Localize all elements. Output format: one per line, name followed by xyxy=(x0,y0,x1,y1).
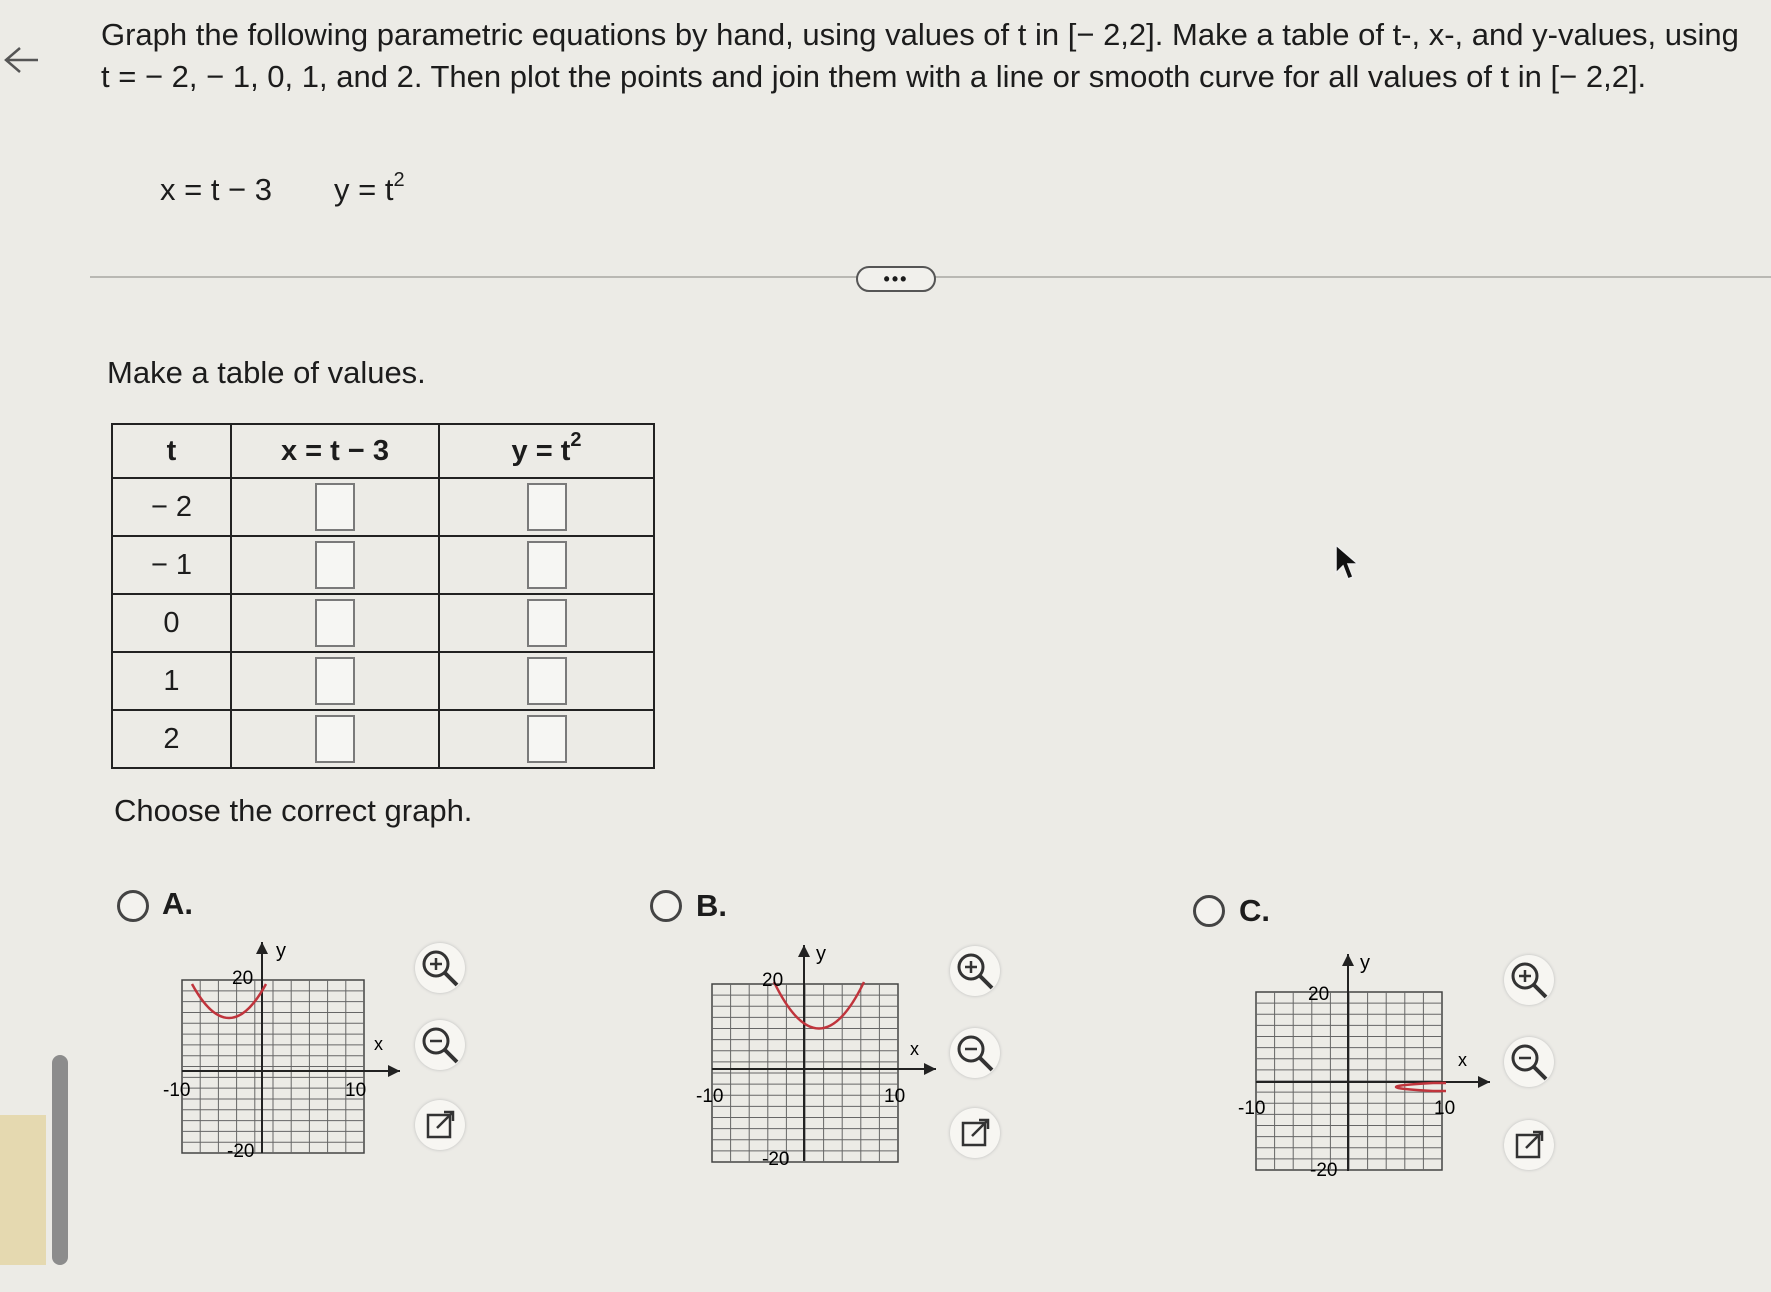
header-t: t xyxy=(112,424,231,478)
table-row xyxy=(112,652,654,710)
x-answer-input[interactable] xyxy=(315,541,355,589)
option-a-label[interactable]: A. xyxy=(162,886,193,921)
t-value: − 2 xyxy=(112,478,231,536)
x-axis-label: x xyxy=(1458,1050,1467,1070)
option-c-label[interactable]: C. xyxy=(1239,893,1270,928)
zoom-out-button[interactable] xyxy=(415,1020,465,1070)
zoom-in-button[interactable] xyxy=(1504,955,1554,1005)
tick-label: 10 xyxy=(345,1080,367,1101)
tick-label: 20 xyxy=(232,968,254,989)
scrollbar[interactable] xyxy=(52,1055,68,1265)
table-row xyxy=(112,536,654,594)
table-row xyxy=(112,710,654,768)
tick-label: 20 xyxy=(762,970,784,991)
tick-label: -20 xyxy=(1310,1160,1338,1180)
choose-graph-text: Choose the correct graph. xyxy=(114,793,473,828)
equations xyxy=(160,169,467,208)
x-equation: x = t − 3 xyxy=(160,172,273,207)
mouse-cursor-icon xyxy=(1334,543,1360,583)
more-button[interactable]: ••• xyxy=(856,266,936,292)
zoom-out-button[interactable] xyxy=(950,1028,1000,1078)
open-new-window-button[interactable] xyxy=(950,1108,1000,1158)
x-answer-input[interactable] xyxy=(315,715,355,763)
x-axis-arrow-icon xyxy=(1478,1076,1490,1088)
y-answer-input[interactable] xyxy=(527,541,567,589)
open-new-window-button[interactable] xyxy=(415,1100,465,1150)
y-answer-input[interactable] xyxy=(527,483,567,531)
back-arrow-icon[interactable] xyxy=(0,40,40,80)
table-row xyxy=(112,594,654,652)
header-x: x = t − 3 xyxy=(231,424,439,478)
option-b-graph xyxy=(692,942,942,1170)
y-axis-arrow-icon xyxy=(1342,954,1354,966)
open-new-window-button[interactable] xyxy=(1504,1120,1554,1170)
x-answer-input[interactable] xyxy=(315,599,355,647)
tick-label: -10 xyxy=(1238,1098,1266,1119)
values-table xyxy=(111,423,655,769)
graph-curve xyxy=(1396,1083,1433,1091)
t-value: 1 xyxy=(112,652,231,710)
y-answer-input[interactable] xyxy=(527,715,567,763)
y-answer-input[interactable] xyxy=(527,599,567,647)
y-answer-input[interactable] xyxy=(527,657,567,705)
x-axis-label: x xyxy=(910,1039,919,1059)
x-axis-arrow-icon xyxy=(388,1065,400,1077)
option-a-radio[interactable] xyxy=(117,890,149,922)
t-value: − 1 xyxy=(112,536,231,594)
graph-curve xyxy=(1433,1083,1446,1091)
option-c-graph xyxy=(1234,950,1494,1180)
table-header-row xyxy=(112,424,654,478)
question-text: Graph the following parametric equations by hand, using values of t in [− 2,2]. Make a table of t-, x-, and y-values, using t = − 2, − 1, 0, 1, and 2. Then plot the points and join them with a line or smooth curve for all values of t in [− 2,2]. xyxy=(101,17,1739,94)
x-axis-label: x xyxy=(374,1034,383,1054)
t-value: 2 xyxy=(112,710,231,768)
zoom-out-button[interactable] xyxy=(1504,1037,1554,1087)
x-axis-arrow-icon xyxy=(924,1063,936,1075)
tick-label: 10 xyxy=(884,1086,906,1107)
table-row xyxy=(112,478,654,536)
graph-grid xyxy=(182,980,367,1153)
t-value: 0 xyxy=(112,594,231,652)
tick-label: -20 xyxy=(762,1149,790,1170)
table-instruction: Make a table of values. xyxy=(107,355,426,390)
y-axis-arrow-icon xyxy=(256,942,268,954)
tick-label: -10 xyxy=(696,1086,724,1107)
tick-label: -20 xyxy=(227,1141,255,1160)
y-axis-label: y xyxy=(816,943,826,965)
x-answer-input[interactable] xyxy=(315,657,355,705)
tick-label: -10 xyxy=(163,1080,191,1101)
zoom-in-button[interactable] xyxy=(415,943,465,993)
graph-curve xyxy=(774,982,864,1029)
y-equation: $y = t^2$ xyxy=(334,169,405,207)
side-panel xyxy=(0,1115,46,1265)
option-c-radio[interactable] xyxy=(1193,895,1225,927)
y-axis-arrow-icon xyxy=(798,945,810,957)
option-b-label[interactable]: B. xyxy=(696,888,727,923)
y-axis-label: y xyxy=(1360,952,1370,974)
x-answer-input[interactable] xyxy=(315,483,355,531)
header-y: $y = t^2$ xyxy=(439,424,654,478)
option-a-graph xyxy=(160,940,400,1160)
tick-label: 10 xyxy=(1434,1098,1456,1119)
y-axis-label: y xyxy=(276,940,286,962)
option-b-radio[interactable] xyxy=(650,890,682,922)
tick-label: 20 xyxy=(1308,984,1330,1005)
zoom-in-button[interactable] xyxy=(950,946,1000,996)
